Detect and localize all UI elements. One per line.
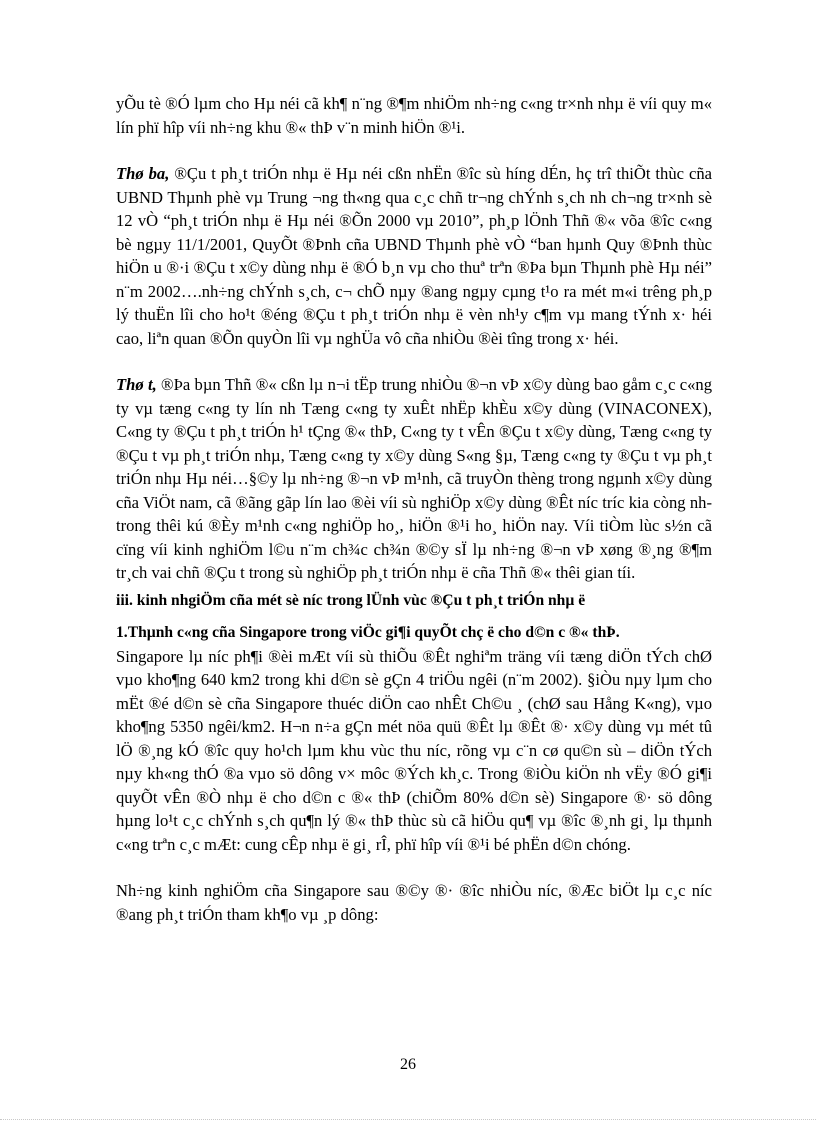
paragraph-singapore-experience: Nh÷ng kinh nghiÖm cña Singapore sau ®©y ®· ®îc nhiÒu níc, ®Æc biÖt lµ c¸c níc ®ang ph¸t triÓn tham kh¶o vµ ¸p dông:: [116, 881, 712, 924]
paragraph-singapore: Singapore lµ níc ph¶i ®èi mÆt víi sù thiÕu ®Êt nghiªm träng víi tæng diÖn tÝch chØ vµo kho¶ng 640 km2 trong khi d©n sè gÇn 4 triÖu ngêi (n¨m 2002). §iÒu nµy lµm cho mËt ®é d©n sè cña Singapore thuéc diÖn cao nhÊt Ch©u ¸ (chØ sau Hång K«ng), vµo kho¶ng 5350 ngêi/km2. H¬n n÷a gÇn mét nöa quü ®Êt lµ ®Êt ®· x©y dùng vµ mét tû lÖ ®¸ng kÓ ®îc quy ho¹ch lµm khu vùc thu níc, rõng vµ c¨n cø qu©n sù – diÖn tÝch nµy kh«ng thÓ ®a vµo sö dông v× môc ®Ých kh¸c. Trong ®iÒu kiÖn nh vËy ®Ó gi¶i quyÕt vÊn ®Ò nhµ ë cho d©n c ®« thÞ (chiÕm 80% d©n sè) Singapore ®· sö dông hµng lo¹t c¸c chÝnh s¸ch qu¶n lý ®« thÞ thùc sù cã hiÖu qu¶ vµ ®îc ®¸nh gi¸ lµ thµnh c«ng trªn c¸c mÆt: cung cÊp nhµ ë gi¸ rÎ, phï hîp víi ®¹i bé phËn d©n chóng.: [116, 646, 712, 854]
paragraph-lead-third: Thø ba,: [116, 164, 170, 183]
paragraph-fourth-point: [116, 373, 712, 585]
page-bottom-divider: [0, 1119, 816, 1120]
page-number: 26: [400, 1056, 416, 1073]
page-content: [116, 92, 712, 926]
paragraph-third-point: [116, 162, 712, 350]
paragraph-body-third: ®Çu t ph¸t triÓn nhµ ë Hµ néi cßn nhËn ®îc sù híng dÉn, hç trî thiÕt thùc cña UBND Thµnh phè vµ Trung ¬ng th«ng qua c¸c chñ tr¬ng chÝnh s¸ch nh ch¬ng tr×nh sè 12 vÒ “ph¸t triÓn nhµ ë Hµ néi ®Õn 2000 vµ 2010”, ph¸p lÖnh Thñ ®« võa ®îc c«ng bè ngµy 11/1/2001, QuyÕt ®Þnh cña UBND Thµnh phè vÒ “ban hµnh Quy ®Þnh thùc hiÖn u ®·i ®Çu t x©y dùng nhµ ë ®Ó b¸n vµ cho thuª trªn ®Þa bµn Thµnh phè Hµ néi” n¨m 2002….nh÷ng chÝnh s¸ch, c¬ chÕ nµy ®ang ngµy cµng t¹o ra mét m«i trêng ph¸p lý thuËn lîi cho ho¹t ®éng ®Çu t ph¸t triÓn nhµ ë vèn nh¹y c¶m vµ mang tÝnh x· héi cao, liªn quan ®Õn quyÒn lîi vµ nghÜa vô cña nhiÒu ®èi tîng trong x· héi.: [116, 164, 712, 348]
section-heading-iii: iii. kinh nhgiÖm cña mét sè níc trong lÜnh vùc ®Çu t ph¸t triÓn nhµ ë: [116, 591, 586, 609]
paragraph-intro: yÕu tè ®Ó lµm cho Hµ néi cã kh¶ n¨ng ®¶m nhiÖm nh÷ng c«ng tr×nh nhµ ë víi quy m« lín phï hîp víi nh÷ng khu ®« thÞ v¨n minh hiÖn ®¹i.: [116, 94, 712, 137]
paragraph-body-fourth: ®Þa bµn Thñ ®« cßn lµ n¬i tËp trung nhiÒu ®¬n vÞ x©y dùng bao gåm c¸c c«ng ty vµ tæng c«ng ty lín nh Tæng c«ng ty xuÊt nhËp khÈu x©y dùng (VINACONEX), C«ng ty ®Çu t ph¸t triÓn h¹ tÇng ®« thÞ, C«ng ty t vÊn ®Çu t x©y dùng, Tæng c«ng ty ®Çu t vµ ph¸t triÓn nhµ, Tæng c«ng ty x©y dùng S«ng §µ, Tæng c«ng ty ®Çu t vµ ph¸t triÓn nhµ Hµ néi…§©y lµ nh÷ng ®¬n vÞ m¹nh, cã truyÒn thèng trong ngµnh x©y dùng cña ViÖt nam, cã ®ãng gãp lín lao ®èi víi sù nghiÖp x©y dùng ®Êt níc tríc kia còng nh trong thêi kú ®Èy m¹nh c«ng nghiÖp ho¸, hiÖn ®¹i ho¸ hiÖn nay. Víi tiÒm lùc s½n cã cïng víi kinh nghiÖm l©u n¨m ch¾c ch¾n ®©y sÏ lµ nh÷ng ®¬n vÞ xøng ®¸ng ®¶m tr¸ch vai chñ ®Çu t trong sù nghiÖp ph¸t triÓn nhµ ë cña Thñ ®« thêi gian tíi.: [116, 375, 713, 582]
paragraph-lead-fourth: Thø t,: [116, 375, 157, 394]
subsection-heading-singapore: 1.Thµnh c«ng cña Singapore trong viÖc gi¶i quyÕt chç ë cho d©n c ®« thÞ.: [116, 624, 620, 641]
